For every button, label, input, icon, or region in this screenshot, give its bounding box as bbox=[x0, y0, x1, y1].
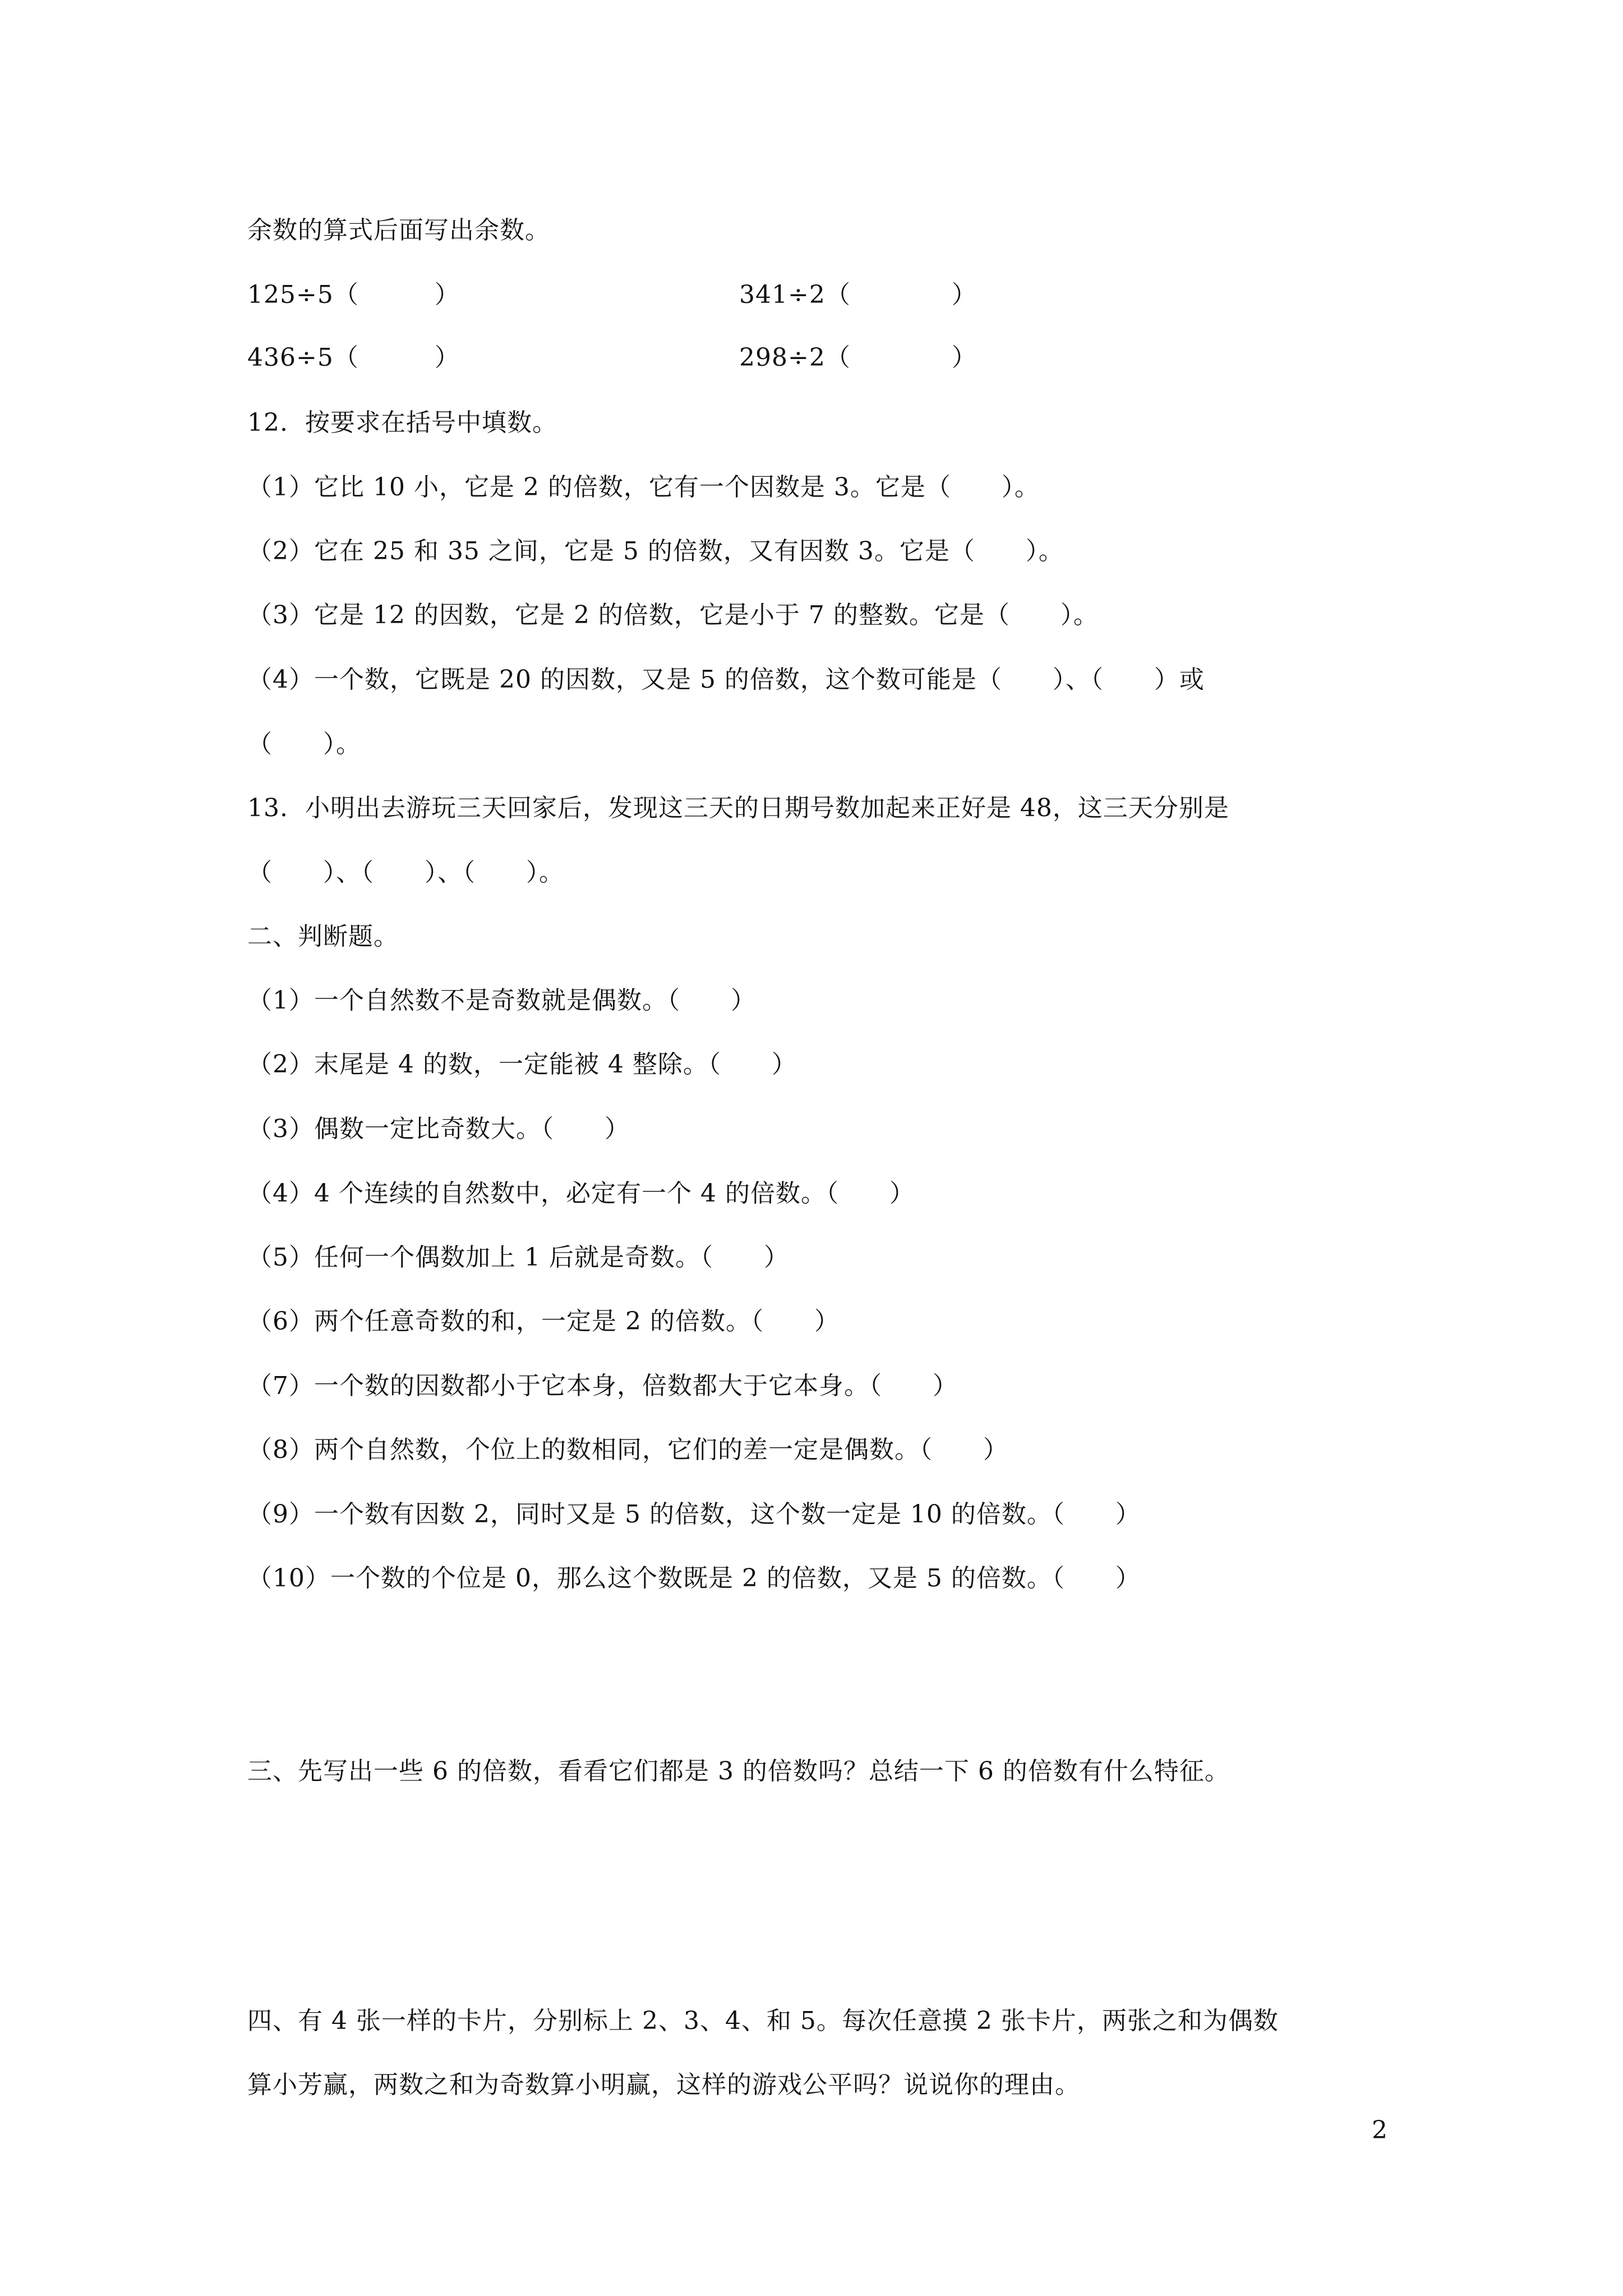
division-expression: 436÷5（ ） bbox=[247, 343, 460, 372]
judgement-item: （1）一个自然数不是奇数就是偶数。（ ） bbox=[247, 986, 756, 1015]
judgement-item: （8）两个自然数，个位上的数相同，它们的差一定是偶数。（ ） bbox=[247, 1435, 1008, 1464]
judgement-item: （3）偶数一定比奇数大。（ ） bbox=[247, 1115, 630, 1143]
division-expression: 341÷2（ ） bbox=[739, 280, 977, 309]
question-13-line: 13. 小明出去游玩三天回家后，发现这三天的日期号数加起来正好是 48，这三天分别是 bbox=[247, 794, 1229, 822]
section-2-title: 二、判断题。 bbox=[247, 922, 399, 951]
division-expression: 298÷2（ ） bbox=[739, 343, 977, 372]
judgement-item: （4）4 个连续的自然数中，必定有一个 4 的倍数。（ ） bbox=[247, 1179, 915, 1208]
division-expression: 125÷5（ ） bbox=[247, 280, 460, 309]
page-number: 2 bbox=[1372, 2116, 1387, 2145]
question-12-item: （4）一个数，它既是 20 的因数，又是 5 的倍数，这个数可能是（ ）、（ ）或 bbox=[247, 665, 1205, 694]
judgement-item: （9）一个数有因数 2，同时又是 5 的倍数，这个数一定是 10 的倍数。（ ） bbox=[247, 1500, 1141, 1529]
judgement-item: （6）两个任意奇数的和，一定是 2 的倍数。（ ） bbox=[247, 1307, 840, 1336]
question-12-item: （2）它在 25 和 35 之间，它是 5 的倍数，又有因数 3。它是（ ）。 bbox=[247, 537, 1064, 565]
section-3-text: 三、先写出一些 6 的倍数，看看它们都是 3 的倍数吗？总结一下 6 的倍数有什么特征。 bbox=[247, 1757, 1230, 1786]
question-12-title: 12. 按要求在括号中填数。 bbox=[247, 408, 557, 437]
section-4-line: 四、有 4 张一样的卡片，分别标上 2、3、4、和 5。每次任意摸 2 张卡片，两张之和为偶数 bbox=[247, 2007, 1279, 2035]
judgement-item: （7）一个数的因数都小于它本身，倍数都大于它本身。（ ） bbox=[247, 1372, 958, 1400]
judgement-item: （10）一个数的个位是 0，那么这个数既是 2 的倍数，又是 5 的倍数。（ ） bbox=[247, 1564, 1141, 1593]
judgement-item: （5）任何一个偶数加上 1 后就是奇数。（ ） bbox=[247, 1243, 789, 1272]
question-12-item: （3）它是 12 的因数，它是 2 的倍数，它是小于 7 的整数。它是（ ）。 bbox=[247, 601, 1099, 629]
intro-line: 余数的算式后面写出余数。 bbox=[247, 216, 550, 245]
section-4-line: 算小芳赢，两数之和为奇数算小明赢，这样的游戏公平吗？说说你的理由。 bbox=[247, 2070, 1080, 2099]
question-12-item: （ ）。 bbox=[247, 730, 361, 758]
question-12-item: （1）它比 10 小，它是 2 的倍数，它有一个因数是 3。它是（ ）。 bbox=[247, 473, 1040, 501]
judgement-item: （2）末尾是 4 的数，一定能被 4 整除。（ ） bbox=[247, 1050, 797, 1079]
question-13-line: （ ）、（ ）、（ ）。 bbox=[247, 858, 564, 887]
